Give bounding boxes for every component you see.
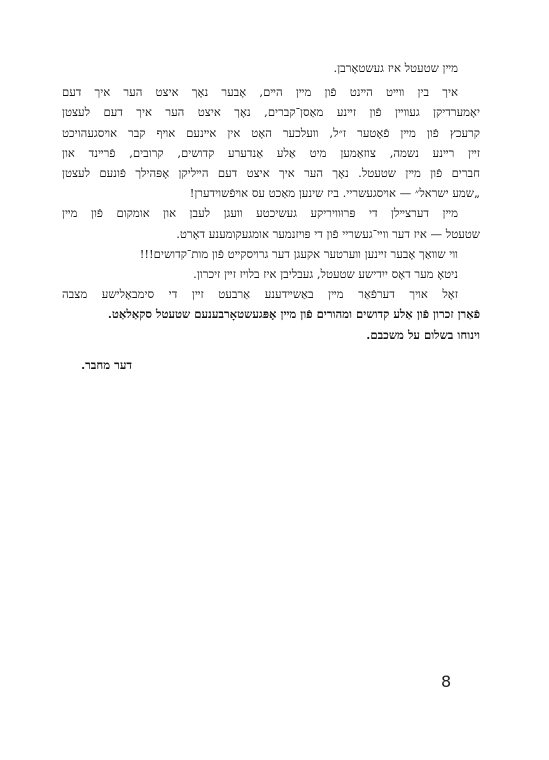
- closing-blessing: וינוחו בשלום על משכבם.: [366, 327, 480, 342]
- page-number: 8: [441, 672, 452, 691]
- paragraph-line: זאָל אױך דערפֿאַר מײן באַשײדענע אַרבעט זײן די סימבאָלישע מצבה: [62, 287, 458, 302]
- paragraph-line: פֿאַרן זכרון פֿון אַלע קדושים ומהורים פֿון מײן אָפּגעשטאָרבענעם שטעטל סקאַלאַט.: [107, 307, 480, 322]
- paragraph-line: איך בין װײט הײנט פֿון מײן הײם, אָבער נאָך איצט הער איך דעם: [62, 85, 458, 100]
- paragraph-line: װי שװאַך אָבער זײנען װערטער אקעגן דער גרױסקײט פֿון מות־קדושים!!!: [139, 246, 458, 261]
- author-signature: דער מחבר.: [81, 358, 132, 372]
- paragraph-line: יאָמערדיקן געװײן פֿון זײנע מאַסן־קברים, נאָך איצט הער איך דעם לעצטן: [62, 105, 480, 120]
- paragraph-line: ניטאָ מער דאָס ייִדישע שטעטל, געבליבן איז בלױז זײן זיכרון.: [193, 267, 458, 282]
- document-body: [62, 58, 480, 345]
- paragraph-line: „שמע ישראל״ — אױסגעשריי. ביז שינען מאַכט עס אױפֿשוידערן!: [189, 186, 480, 201]
- paragraph-line: מײן דערצײלן די פּרוּװיריקע געשיכטע װעגן לעבן און אומקום פֿון מײן: [62, 206, 458, 221]
- opening-line: מײן שטעטל איז געשטאָרבן.: [333, 61, 458, 75]
- paragraph-line: זײן רײנע נשמה, צוזאַמען מיט אַלע אַנדערע קדושים, קרובים, פֿרײנד און: [62, 145, 480, 160]
- paragraph-line: קרעכץ פֿון מײן פֿאָטער ז״ל, װעלכער האָט אין אײנעם אױף קבר אױסגעהויכט: [62, 125, 480, 140]
- paragraph-line: שטעטל — איז דער װײ־געשריי פֿון די פּױזנמער אומגעקומענע דאָרט.: [176, 226, 480, 241]
- paragraph-line: חברים פֿון מײן שטעטל. נאָך הער איך איצט דעם הײליקן אָפּהילך פֿונעם לעצטן: [62, 166, 480, 181]
